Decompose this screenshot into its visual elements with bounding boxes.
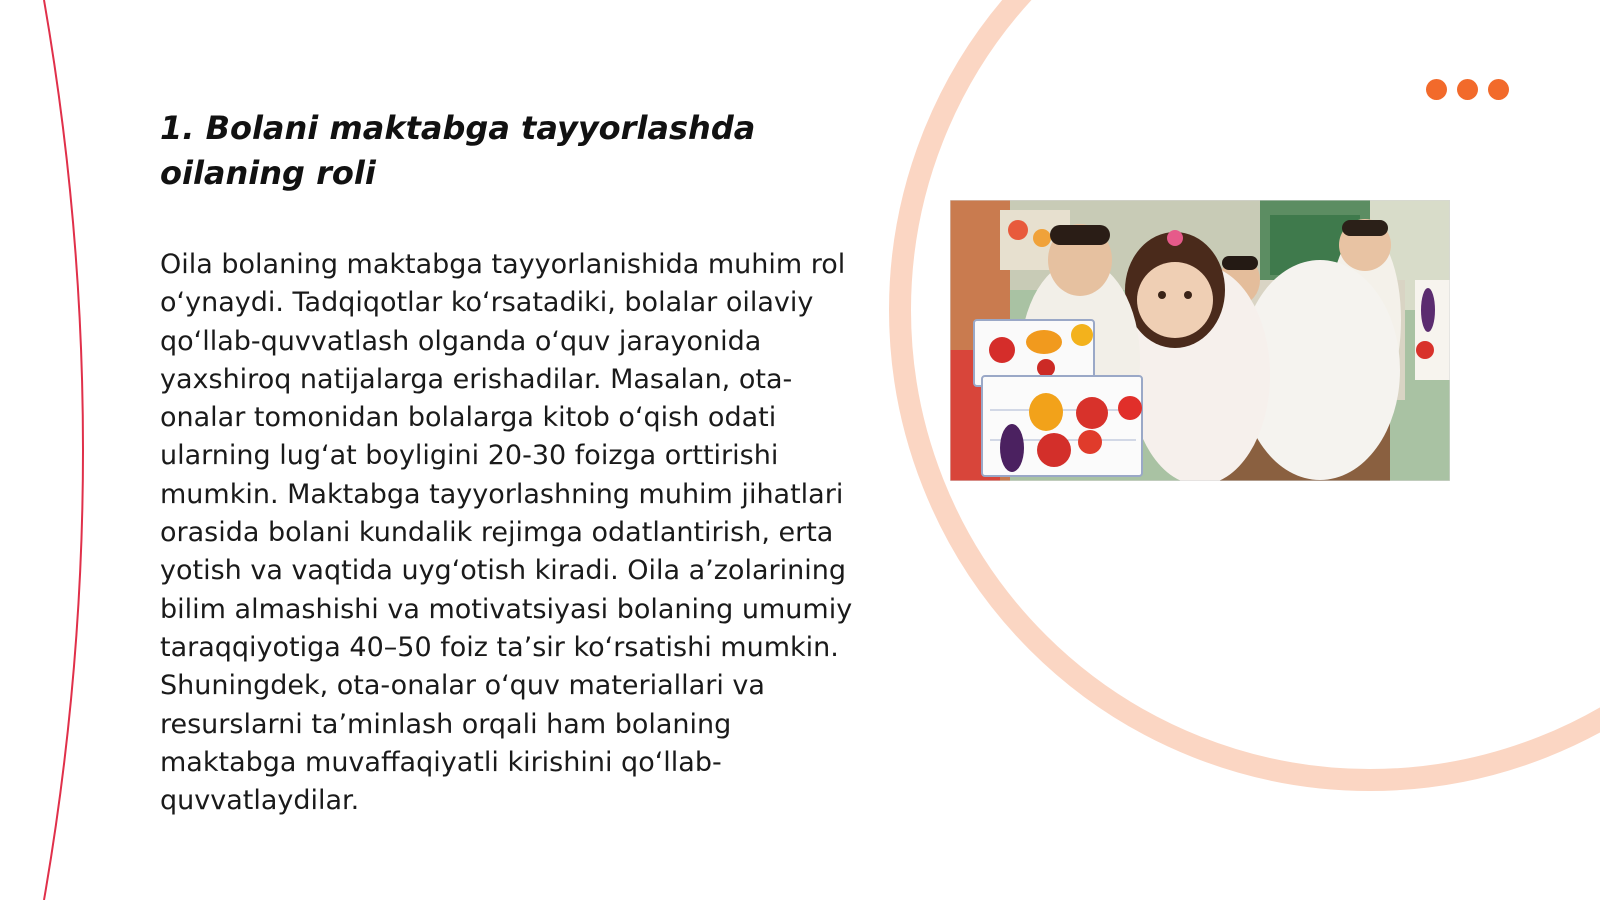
dot-2 [1457,79,1478,100]
dot-3 [1488,79,1509,100]
left-curve-line [44,0,83,900]
slide-title: 1. Bolani maktabga tayyorlashda oilaning roli [160,109,756,192]
slide-body-text: Oila bolaning maktabga tayyorlanishida muhim rol o‘ynaydi. Tadqiqotlar ko‘rsatadiki, bolalar oilaviy qo‘llab-quvvatlash olganda o‘quv jarayonida yaxshiroq natijalarga erishadilar. Masalan, ota-onalar tomonidan bolalarga kitob o‘qish odati ularning lug‘at boyligini 20-30 foizga orttirishi mumkin. Maktabga tayyorlashning muhim jihatlari orasida bolani kundalik rejimga odatlantirish, erta yotish va vaqtida uyg‘otish kiradi. Oila a’zolarining bilim almashishi va motivatsiyasi bolaning umumiy taraqqiyotiga 40–50 foiz ta’sir ko‘rsatishi mumkin. Shuningdek, ota-onalar o‘quv materiallari va resurslarni ta’minlash orqali ham bolaning maktabga muvaffaqiyatli kirishini qo‘llab-quvvatlaydilar. [160,249,853,817]
more-options-icon[interactable] [1426,79,1510,101]
classroom-children-photo [950,200,1450,481]
dot-1 [1426,79,1447,100]
